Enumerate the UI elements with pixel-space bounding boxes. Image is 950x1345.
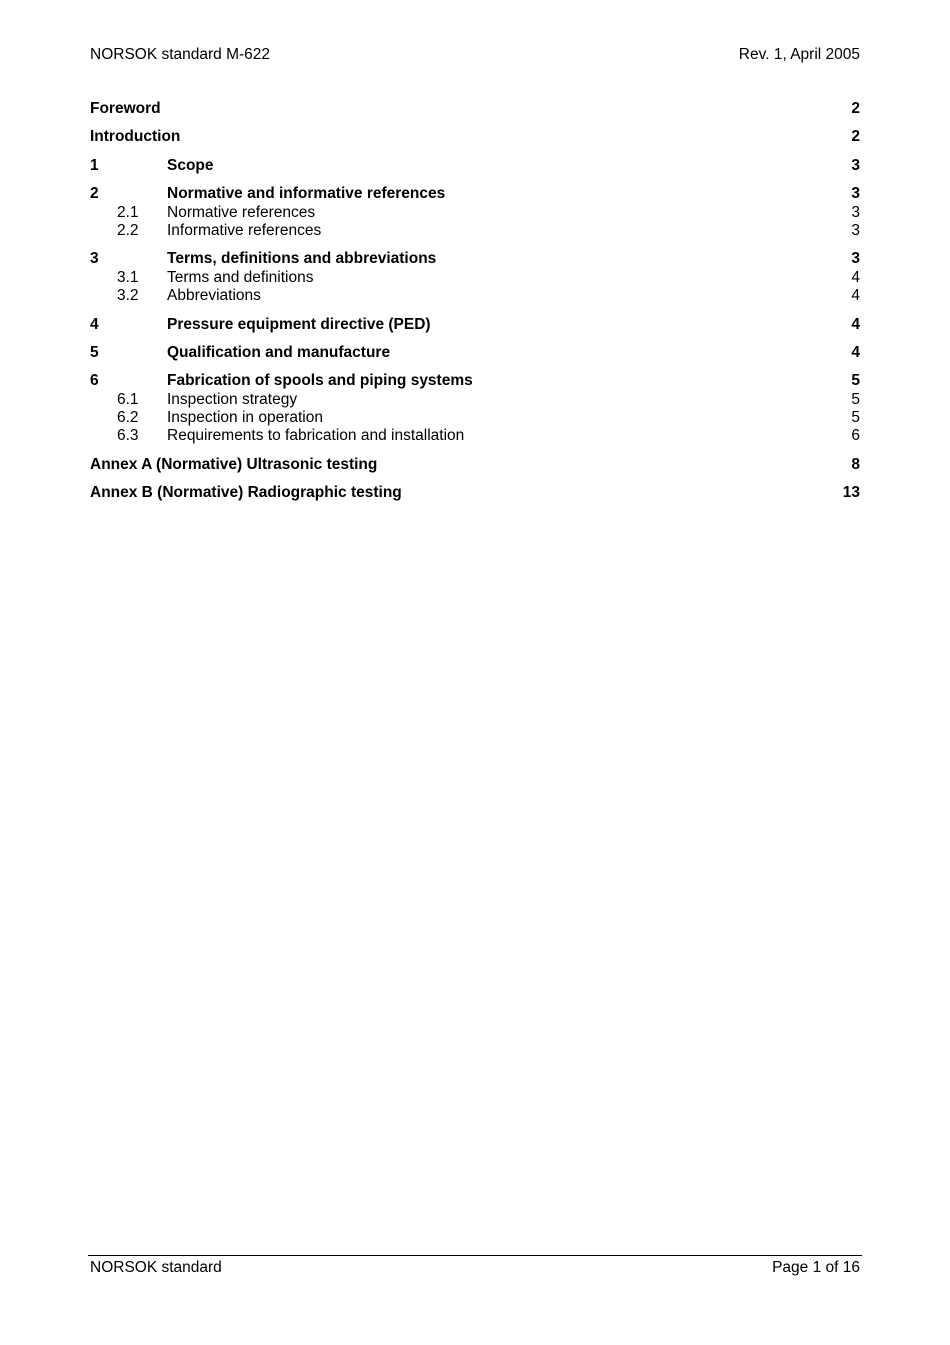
toc-entry-page: 3 xyxy=(851,221,860,239)
toc-entry-number: 2.2 xyxy=(117,221,139,239)
toc-group xyxy=(90,344,860,362)
toc-entry-number: 4 xyxy=(90,315,99,333)
header-document-title: NORSOK standard M-622 xyxy=(90,46,271,63)
toc-entry-title: Informative references xyxy=(167,221,322,239)
toc-entry[interactable] xyxy=(90,128,860,146)
toc-entry[interactable] xyxy=(90,344,860,362)
toc-group xyxy=(90,456,860,474)
toc-entry-title: Foreword xyxy=(90,100,161,117)
toc-group xyxy=(90,157,860,175)
footer-page-number: Page 1 of 16 xyxy=(772,1259,860,1276)
toc-entry-page: 5 xyxy=(851,409,860,427)
toc-entry-page: 8 xyxy=(851,455,860,473)
toc-entry[interactable] xyxy=(90,391,860,409)
toc-entry[interactable] xyxy=(90,372,860,390)
toc-entry[interactable] xyxy=(90,250,860,268)
toc-entry[interactable] xyxy=(90,427,860,445)
toc-entry-page: 5 xyxy=(851,372,860,390)
toc-entry-title: Terms and definitions xyxy=(167,268,314,286)
toc-entry[interactable] xyxy=(90,316,860,334)
header-revision: Rev. 1, April 2005 xyxy=(738,46,860,63)
toc-entry-number: 5 xyxy=(90,343,99,361)
toc-entry-title: Abbreviations xyxy=(167,287,261,305)
toc-entry-title: Fabrication of spools and piping systems xyxy=(167,372,473,390)
toc-entry-title: Annex B (Normative) Radiographic testing xyxy=(90,484,402,502)
toc-entry-page: 13 xyxy=(842,484,860,502)
toc-entry-title: Normative and informative references xyxy=(167,185,446,203)
toc-entry-number: 2.1 xyxy=(117,203,139,221)
toc-entry[interactable] xyxy=(90,456,860,474)
toc-entry-page: 4 xyxy=(851,287,860,305)
footer-standard-name: NORSOK standard xyxy=(90,1259,222,1276)
toc-entry-page: 4 xyxy=(851,268,860,286)
toc-entry-number: 6.1 xyxy=(117,390,139,408)
toc-entry-title: Pressure equipment directive (PED) xyxy=(167,315,431,333)
toc-group xyxy=(90,250,860,305)
toc-entry[interactable] xyxy=(90,185,860,203)
toc-entry-title: Normative references xyxy=(167,203,316,221)
toc-entry-title: Inspection strategy xyxy=(167,390,298,408)
toc-entry-page: 3 xyxy=(851,156,860,174)
table-of-contents xyxy=(90,100,860,513)
toc-entry[interactable] xyxy=(90,409,860,427)
toc-entry-number: 2 xyxy=(90,185,99,203)
toc-entry-page: 3 xyxy=(851,185,860,203)
footer-divider xyxy=(88,1255,862,1256)
toc-group xyxy=(90,128,860,146)
toc-entry-page: 6 xyxy=(851,427,860,445)
toc-entry[interactable] xyxy=(90,484,860,502)
toc-entry-number: 6.3 xyxy=(117,427,139,445)
toc-entry[interactable] xyxy=(90,287,860,305)
toc-entry-page: 3 xyxy=(851,250,860,268)
toc-entry-number: 6.2 xyxy=(117,409,139,427)
toc-entry-title: Requirements to fabrication and installation xyxy=(167,427,465,445)
toc-entry-title: Scope xyxy=(167,156,214,174)
toc-entry-title: Qualification and manufacture xyxy=(167,343,391,361)
toc-entry-page: 5 xyxy=(851,390,860,408)
toc-entry-number: 3 xyxy=(90,250,99,268)
toc-entry[interactable] xyxy=(90,222,860,240)
toc-group xyxy=(90,484,860,502)
toc-entry-page: 2 xyxy=(851,100,860,117)
toc-entry-title: Introduction xyxy=(90,128,181,146)
toc-entry[interactable] xyxy=(90,269,860,287)
toc-entry-title: Inspection in operation xyxy=(167,409,323,427)
toc-entry-number: 3.2 xyxy=(117,287,139,305)
toc-group xyxy=(90,185,860,240)
toc-group xyxy=(90,100,860,118)
toc-entry-number: 6 xyxy=(90,372,99,390)
toc-entry[interactable] xyxy=(90,204,860,222)
toc-entry[interactable] xyxy=(90,157,860,175)
toc-entry-number: 3.1 xyxy=(117,268,139,286)
toc-group xyxy=(90,316,860,334)
toc-entry-page: 4 xyxy=(851,315,860,333)
toc-entry-title: Annex A (Normative) Ultrasonic testing xyxy=(90,455,378,473)
toc-entry-number: 1 xyxy=(90,156,99,174)
toc-entry-page: 4 xyxy=(851,343,860,361)
toc-entry[interactable] xyxy=(90,100,860,118)
toc-group xyxy=(90,372,860,446)
toc-entry-title: Terms, definitions and abbreviations xyxy=(167,250,437,268)
toc-entry-page: 2 xyxy=(851,128,860,146)
toc-entry-page: 3 xyxy=(851,203,860,221)
